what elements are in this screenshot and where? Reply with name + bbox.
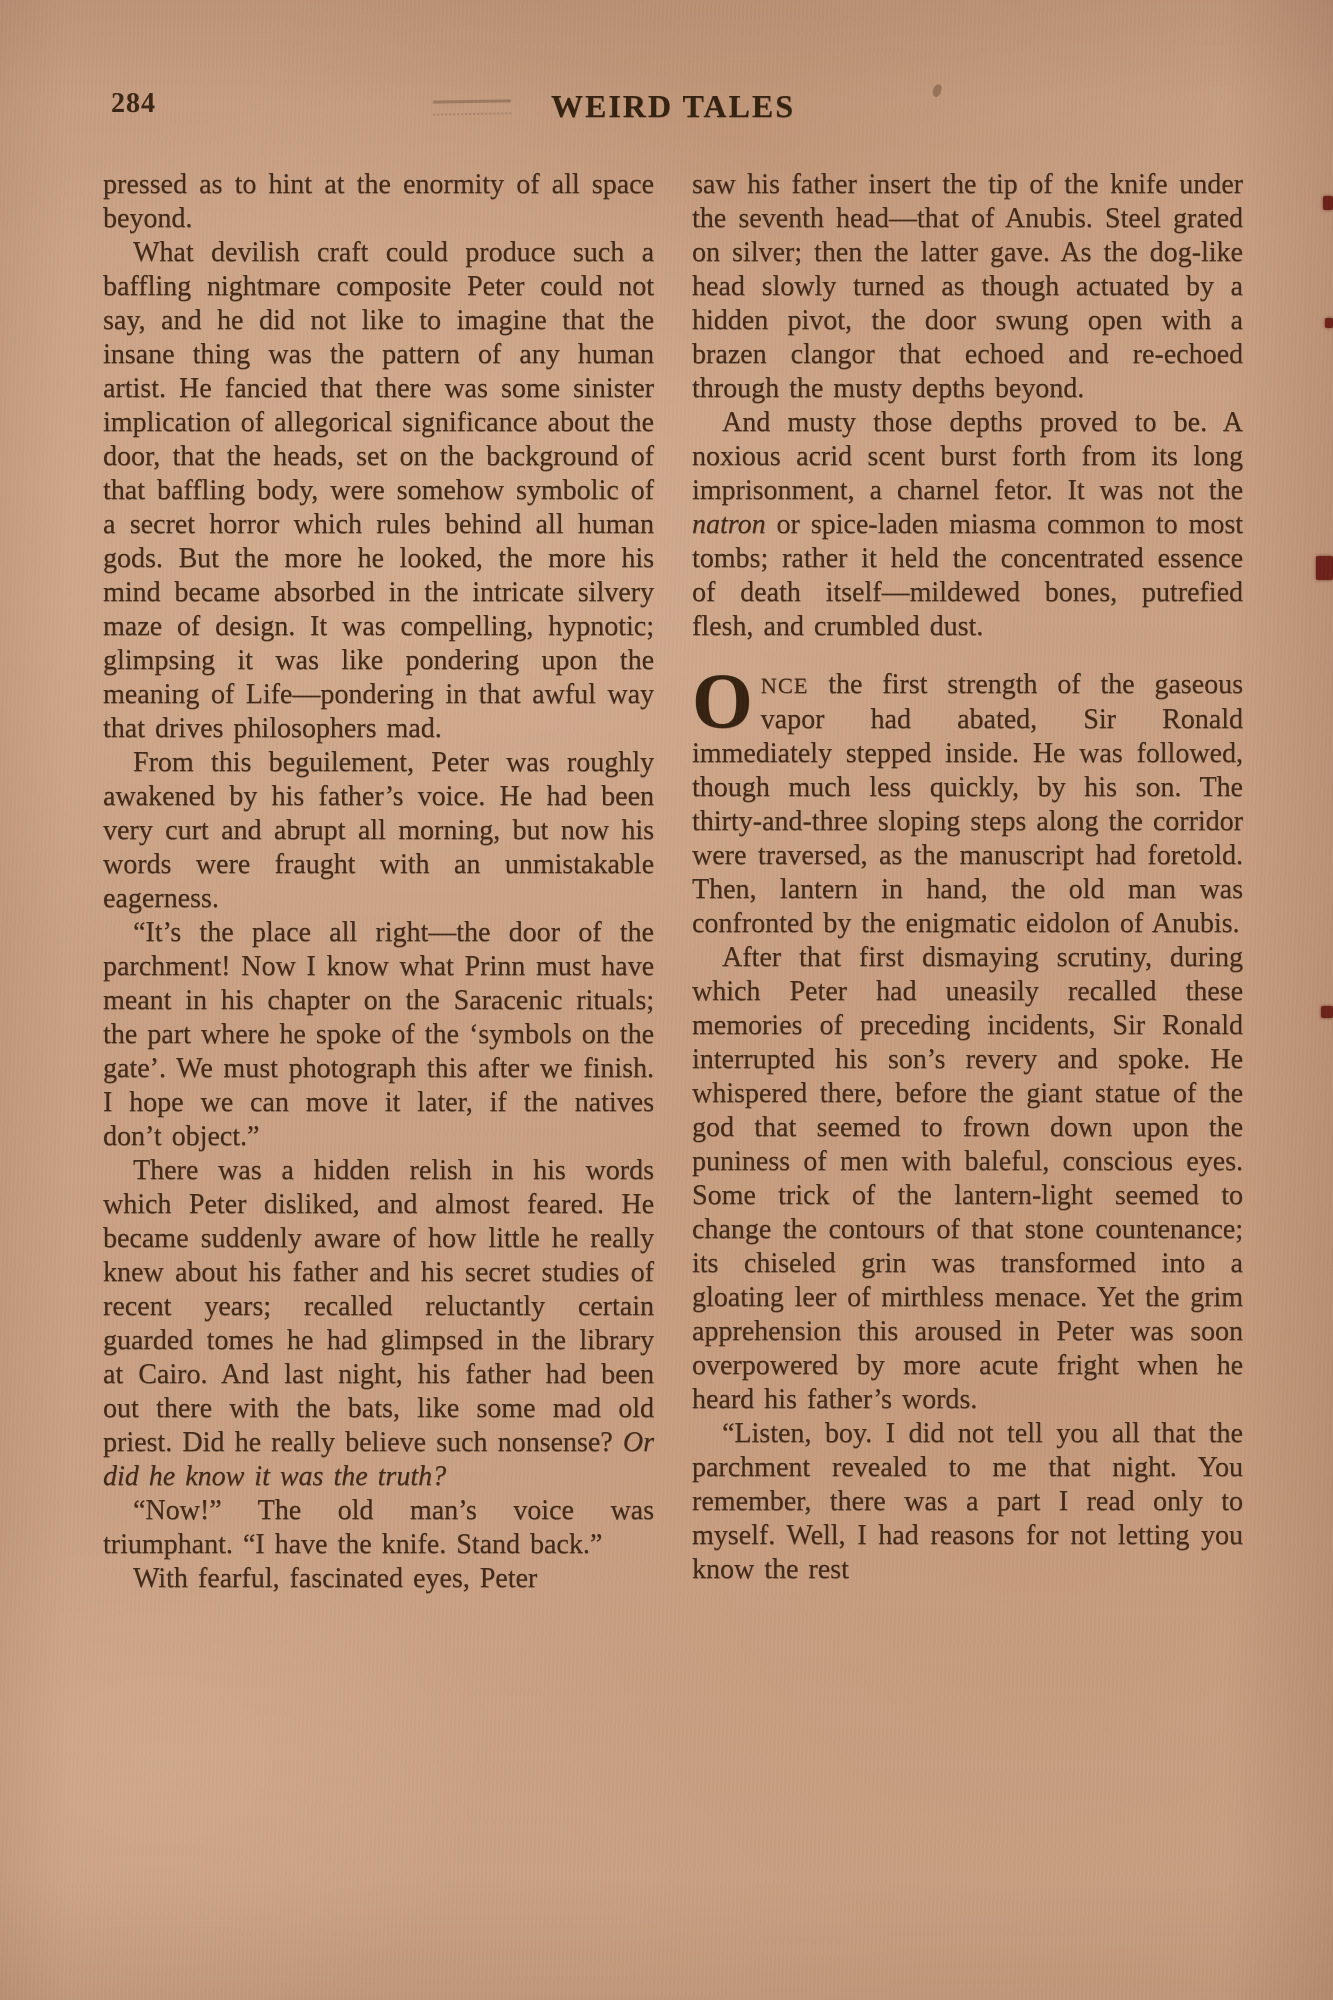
text-segment: There was a hidden relish in his words which Peter disliked, and almost feared. He became suddenly aware of how little he really knew about his father and his secret studies of recent years; recalled reluctantly certain guarded tomes he had glimpsed in the library at Cairo. And last night, his father had been out there with the bats, like some mad old priest. Did he really believe such nonsense? [103, 1155, 654, 1458]
text-segment: saw his father insert the tip of the knife under the seventh head—that of Anubis. Steel grated on silver; then the latter gave. As the dog-like head slowly turned as though actuated by a hidden pivot, the door swung open with a brazen clangor that echoed and re-echoed through the musty depths beyond. [692, 169, 1243, 404]
paragraph [103, 916, 654, 1154]
page-edge-mark [1316, 556, 1333, 580]
page-number: 284 [111, 88, 156, 119]
text-segment: And musty those depths proved to be. A noxious acrid scent burst forth from its long imprisonment, a charnel fetor. It was not the [692, 407, 1243, 506]
paragraph [692, 1417, 1243, 1587]
text-segment: natron [692, 509, 766, 540]
left-column [103, 168, 654, 1596]
text-segment: From this beguilement, Peter was roughly awakened by his father’s voice. He had been very curt and abrupt all morning, but now his words were fraught with an unmistakable eagerness. [103, 747, 654, 914]
page-edge-mark [1325, 318, 1333, 328]
paragraph [692, 657, 1243, 941]
paragraph [103, 168, 654, 236]
drop-cap: O [692, 657, 753, 744]
paragraph [692, 941, 1243, 1417]
paragraph [692, 406, 1243, 644]
text-segment: “Listen, boy. I did not tell you all that the parchment revealed to me that night. You remember, there was a part I read only to myself. Well, I had reasons for not letting you know the rest [692, 1418, 1243, 1585]
page-edge-mark [1321, 1006, 1333, 1018]
paragraph [692, 168, 1243, 406]
text-segment: With fearful, fascinated eyes, Peter [133, 1563, 538, 1594]
text-segment: Or did he know it was the truth? [103, 1427, 654, 1492]
text-columns [103, 168, 1243, 1596]
page-edge-mark [1323, 196, 1333, 210]
right-column [692, 168, 1243, 1596]
text-segment: After that first dismaying scrutiny, during which Peter had uneasily recalled these memories of preceding incidents, Sir Ronald interrupted his son’s revery and spoke. He whispered there, before the giant statue of the god that seemed to frown down upon the puniness of men with baleful, conscious eyes. Some trick of the lantern-light seemed to change the contours of that stone countenance; its chiseled grin was transformed into a gloating leer of mirthless menace. Yet the grim apprehension this aroused in Peter was soon overpowered by more acute fright when he heard his father’s words. [692, 942, 1243, 1415]
text-segment: “Now!” The old man’s voice was triumphant. “I have the knife. Stand back.” [103, 1495, 654, 1560]
running-title: WEIRD TALES [551, 88, 795, 124]
text-segment: or spice-laden miasma common to most tombs; rather it held the concentrated essence of death itself—mildewed bones, putrefied flesh, and crumbled dust. [692, 509, 1243, 642]
paragraph [103, 236, 654, 746]
paragraph [103, 1562, 654, 1596]
page-header [103, 88, 1243, 124]
text-segment: pressed as to hint at the enormity of all space beyond. [103, 169, 654, 234]
print-smudge [433, 99, 511, 115]
text-segment: “It’s the place all right—the door of the parchment! Now I know what Prinn must have meant in his chapter on the Saracenic rituals; the part where he spoke of the ‘symbols on the gate’. We must photograph this after we finish. I hope we can move it later, if the natives don’t object.” [103, 917, 654, 1152]
paragraph [103, 1494, 654, 1562]
text-segment: NCE [760, 673, 809, 698]
paragraph [103, 746, 654, 916]
paragraph [103, 1154, 654, 1494]
text-segment: What devilish craft could produce such a baffling nightmare composite Peter could not say, and he did not like to imagine that the insane thing was the pattern of any human artist. He fancied that there was some sinister implication of allegorical significance about the door, that the heads, set on the background of that baffling body, were somehow symbolic of a secret horror which rules behind all human gods. But the more he looked, the more his mind became absorbed in the intricate silvery maze of design. It was compelling, hypnotic; glimpsing it was like pondering upon the meaning of Life—pondering in that awful way that drives philosophers mad. [103, 237, 654, 744]
text-segment: the first strength of the gaseous vapor had abated, Sir Ronald immediately stepped inside. He was followed, though much less quickly, by his son. The thirty-and-three sloping steps along the corridor were traversed, as the manuscript had foretold. Then, lantern in hand, the old man was confronted by the enigmatic eidolon of Anubis. [692, 669, 1243, 939]
